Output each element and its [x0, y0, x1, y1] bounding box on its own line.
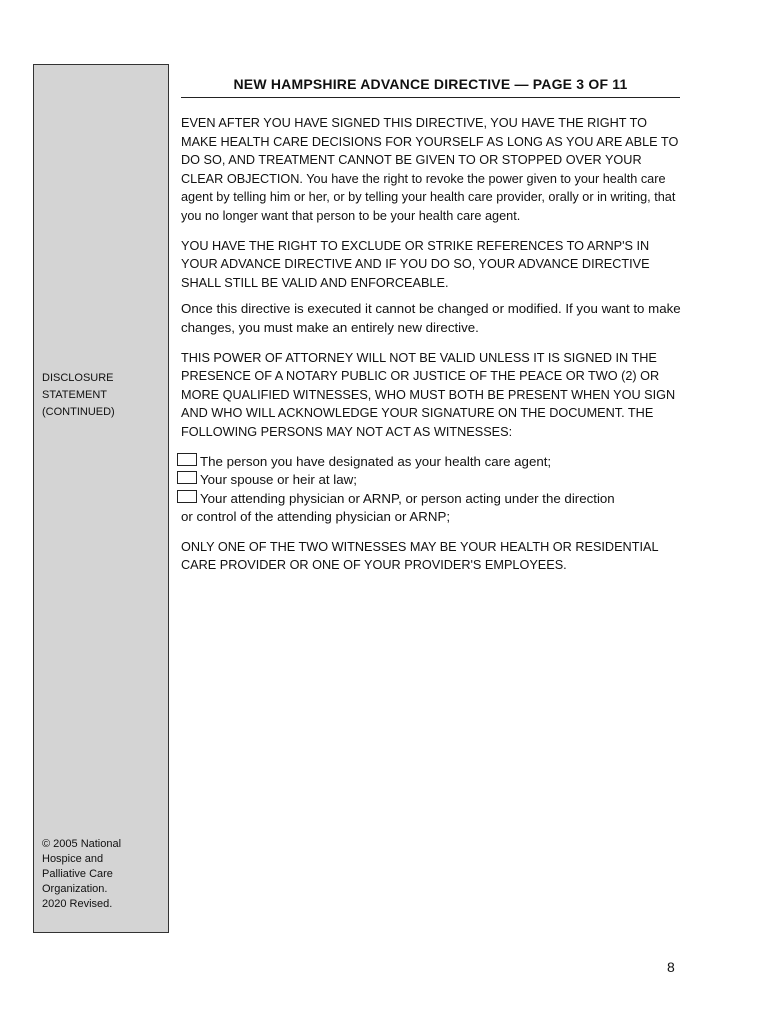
list-item-text: Your spouse or heir at law; — [200, 472, 357, 488]
list-item-continuation: or control of the attending physician or ARNP; — [181, 509, 451, 525]
side-label-line: DISCLOSURE — [42, 372, 114, 384]
list-item-text: Your attending physician or ARNP, or person acting under the direction — [200, 490, 615, 506]
witness-requirement-paragraph: THIS POWER OF ATTORNEY WILL NOT BE VALID UNLESS IT IS SIGNED IN THE PRESENCE OF A NOTARY PUBLIC OR JUSTICE OF THE PEACE OR TWO (2) OR MORE QUALIFIED WITNESSES, WHO MUST BOTH BE PRESENT WHEN YOU SIGN AND WHO WILL ACKNOWLEDGE YOUR SIGNATURE ON THE DOCUMENT. THE FOLLOWING PERSONS MAY NOT ACT AS WITNESSES: — [181, 350, 676, 439]
copyright-line: Organization. — [42, 883, 108, 895]
page-number: 8 — [667, 959, 675, 975]
copyright-notice — [42, 837, 167, 912]
copyright-line: Hospice and — [42, 853, 104, 865]
copyright-line: © 2005 National — [42, 838, 122, 850]
witness-limit-paragraph: ONLY ONE OF THE TWO WITNESSES MAY BE YOUR HEALTH OR RESIDENTIAL CARE PROVIDER OR ONE OF YOUR PROVIDER'S EMPLOYEES. — [181, 539, 659, 573]
arnp-exclusion-paragraph: YOU HAVE THE RIGHT TO EXCLUDE OR STRIKE REFERENCES TO ARNP'S IN YOUR ADVANCE DIRECTIVE AND IF YOU DO SO, YOUR ADVANCE DIRECTIVE SHALL STILL BE VALID AND ENFORCEABLE. — [181, 238, 650, 290]
side-label-line: (CONTINUED) — [42, 406, 115, 418]
exclusion-checkbox[interactable] — [177, 453, 197, 466]
revocation-paragraph: EVEN AFTER YOU HAVE SIGNED THIS DIRECTIVE, YOU HAVE THE RIGHT TO MAKE HEALTH CARE DECISIONS FOR YOURSELF AS LONG AS YOU ARE ABLE TO DO SO, AND TREATMENT CANNOT BE GIVEN TO OR STOPPED OVER YOUR CLEAR OBJECTION. You have the right to revoke the power given to your health care agent by telling him or her, or by telling your health care provider, orally or in writing, that you no longer want that person to be your health care agent. — [181, 116, 679, 223]
exclusion-checkbox[interactable] — [177, 471, 197, 484]
copyright-line: Palliative Care — [42, 868, 113, 880]
modification-paragraph: Once this directive is executed it cannot be changed or modified. If you want to make changes, you must make an entirely new directive. — [181, 301, 681, 335]
exclusion-checkbox[interactable] — [177, 490, 197, 503]
page-title: NEW HAMPSHIRE ADVANCE DIRECTIVE — PAGE 3 OF 11 — [181, 76, 680, 98]
document-body — [181, 114, 681, 586]
list-item-text: The person you have designated as your health care agent; — [200, 453, 552, 469]
disclosure-statement-label — [42, 370, 162, 421]
witness-exclusion-list — [181, 453, 681, 527]
side-label-line: STATEMENT — [42, 389, 107, 401]
sidebar-panel — [33, 64, 169, 933]
list-item — [181, 453, 681, 472]
list-item — [181, 490, 681, 509]
list-item — [181, 471, 681, 490]
copyright-line: 2020 Revised. — [42, 898, 113, 910]
